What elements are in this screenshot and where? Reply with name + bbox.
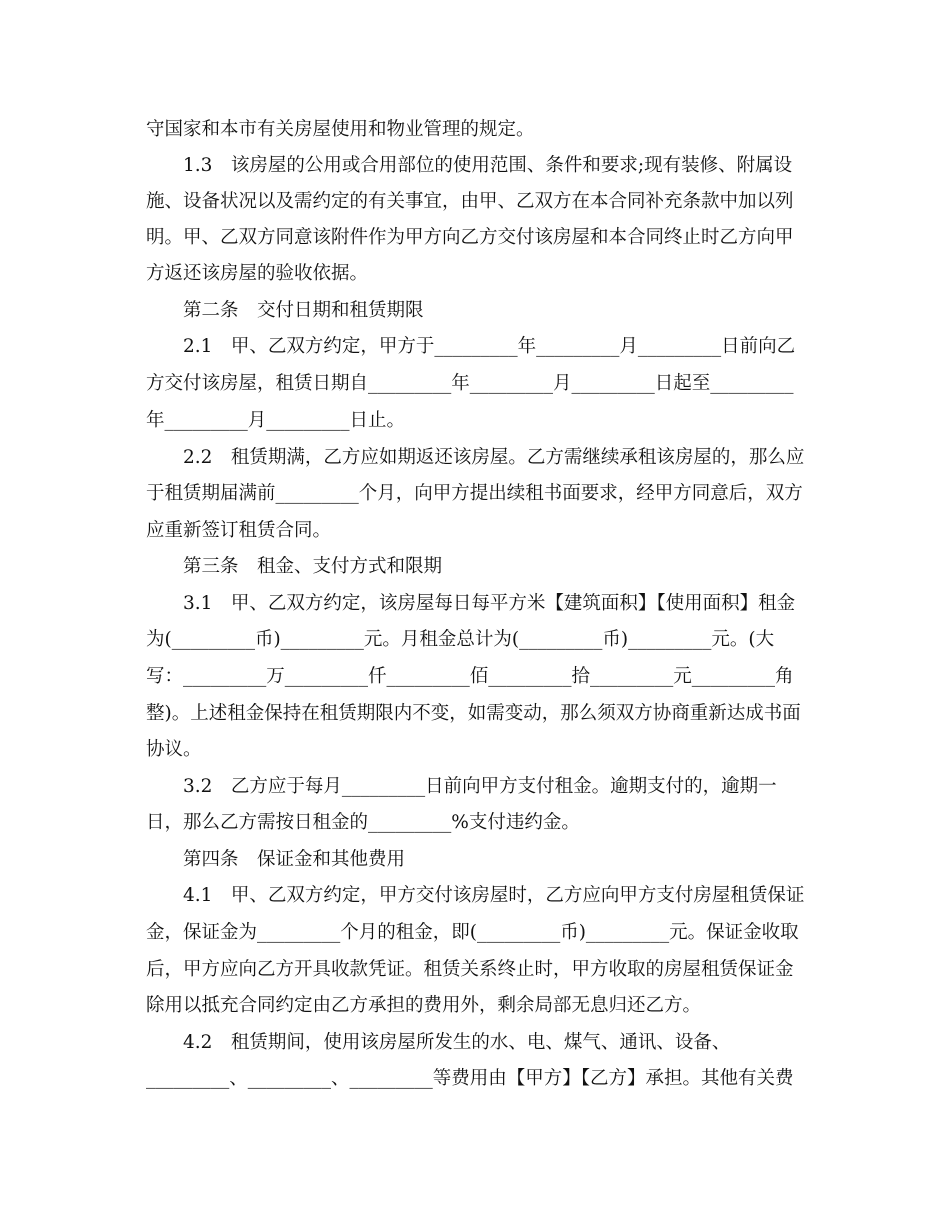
text-line-10: 2.2 租赁期满，乙方应如期返还该房屋。乙方需继续承租该房屋的，那么应 xyxy=(183,447,805,468)
text-line-12: 应重新签订租赁合同。 xyxy=(146,520,332,541)
text-line-5: 方返还该房屋的验收依据。 xyxy=(146,263,369,284)
section-heading-3: 第三条 租金、支付方式和限期 xyxy=(183,556,443,577)
text-line-22: 4.1 甲、乙双方约定，甲方交付该房屋时，乙方应向甲方支付房屋租赁保证 xyxy=(183,885,805,906)
text-line-20: 日，那么乙方需按日租金的_________%支付违约金。 xyxy=(146,812,580,833)
text-line-19: 3.2 乙方应于每月_________日前向甲方支付租金。逾期支付的，逾期一 xyxy=(183,776,777,797)
text-line-3: 施、设备状况以及需约定的有关事宜，由甲、乙双方在本合同补充条款中加以列 xyxy=(146,191,794,212)
text-line-14: 3.1 甲、乙双方约定，该房屋每日每平方米【建筑面积】【使用面积】租金 xyxy=(183,593,796,614)
text-line-24: 后，甲方应向乙方开具收款凭证。租赁关系终止时，甲方收取的房屋租赁保证金 xyxy=(146,959,794,980)
section-heading-4: 第四条 保证金和其他费用 xyxy=(183,849,406,870)
text-line-25: 除用以抵充合同约定由乙方承担的费用外，剩余局部无息归还乙方。 xyxy=(146,995,702,1016)
text-line-15: 为(_________币)_________元。月租金总计为(_________币)_________元。(大 xyxy=(146,629,775,650)
text-line-17: 整)。上述租金保持在租赁期限内不变，如需变动，那么须双方协商重新达成书面 xyxy=(146,703,801,724)
text-line-16: 写：_________万_________仟_________佰_________拾_________元_________角 xyxy=(146,666,794,687)
text-line-27: _________、_________、_________等费用由【甲方】【乙方】承担。其他有关费 xyxy=(146,1068,794,1089)
text-line-2: 1.3 该房屋的公用或合用部位的使用范围、条件和要求;现有装修、附属设 xyxy=(183,155,793,176)
text-line-4: 明。甲、乙双方同意该附件作为甲方向乙方交付该房屋和本合同终止时乙方向甲 xyxy=(146,227,794,248)
text-line-23: 金，保证金为_________个月的租金，即(_________币)_________元。保证金收取 xyxy=(146,922,799,943)
text-line-11: 于租赁期届满前_________个月，向甲方提出续租书面要求，经甲方同意后，双方 xyxy=(146,483,803,504)
text-line-26: 4.2 租赁期间，使用该房屋所发生的水、电、煤气、通讯、设备、 xyxy=(183,1032,731,1053)
section-heading-2: 第二条 交付日期和租赁期限 xyxy=(183,300,424,321)
text-line-1: 守国家和本市有关房屋使用和物业管理的规定。 xyxy=(146,119,535,140)
text-line-7: 2.1 甲、乙双方约定，甲方于_________年_________月_________日前向乙 xyxy=(183,336,796,357)
text-line-18: 协议。 xyxy=(146,739,202,760)
text-line-8: 方交付该房屋，租赁日期自_________年_________月_________日起至_________ xyxy=(146,373,794,394)
text-line-9: 年_________月_________日止。 xyxy=(146,410,406,431)
